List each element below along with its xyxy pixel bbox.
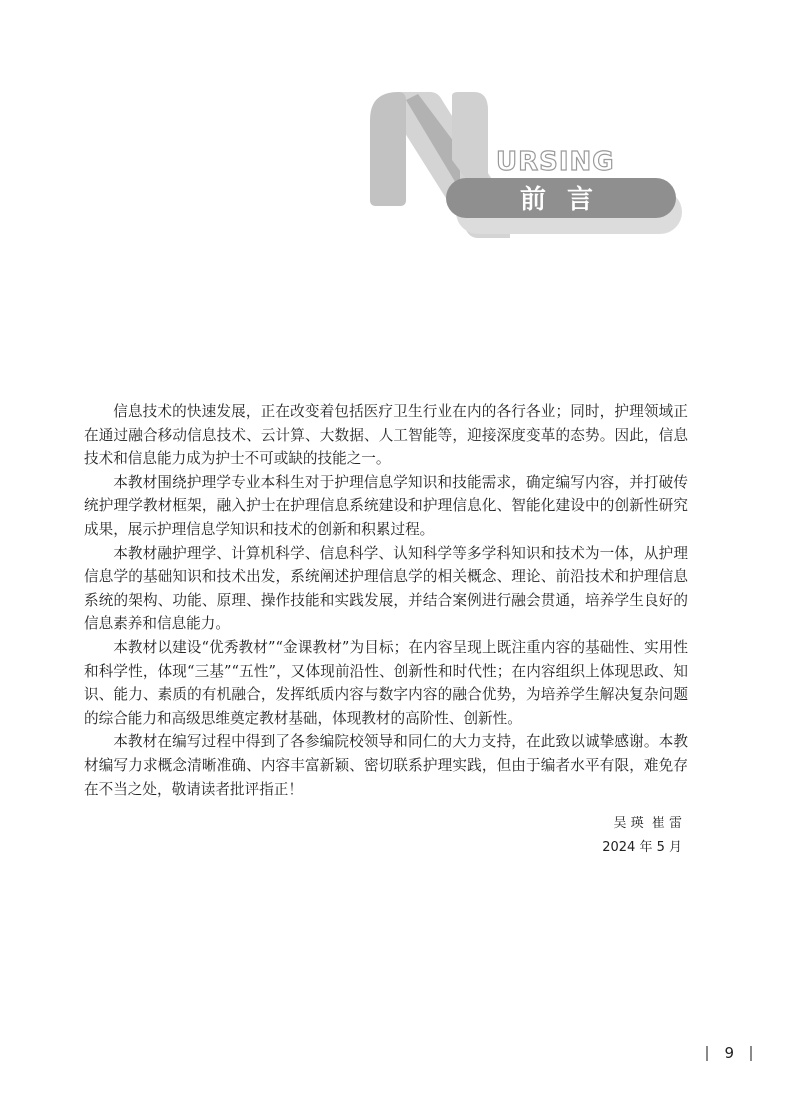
paragraph: 本教材以建设“优秀教材”“金课教材”为目标；在内容呈现上既注重内容的基础性、实用性和科学性，体现“三基”“五性”，又体现前沿性、创新性和时代性；在内容组织上体现思政、知识、能力、素质的有机融合，发挥纸质内容与数字内容的融合优势，为培养学生解决复杂问题的综合能力和高级思维奠定教材基础，体现教材的高阶性、创新性。	[84, 638, 688, 727]
nursing-logo	[360, 90, 690, 240]
preface-body	[84, 400, 688, 801]
page-title: 前 言	[520, 185, 600, 215]
signature-date: 2024 年 5 月	[602, 840, 682, 855]
paragraph: 本教材围绕护理学专业本科生对于护理信息学知识和技能需求，确定编写内容，并打破传统护理学教材框架，融入护士在护理信息系统建设和护理信息化、智能化建设中的创新性研究成果，展示护理信息学知识和技术的创新和积累过程。	[84, 473, 688, 538]
signature-block	[602, 813, 682, 861]
logo-n-stem-left	[370, 92, 406, 206]
logo-word: URSING	[496, 147, 615, 177]
footer-divider-right	[750, 1046, 752, 1061]
page-number: 9	[724, 1044, 734, 1062]
paragraph: 信息技术的快速发展，正在改变着包括医疗卫生行业在内的各行各业；同时，护理领域正在通过融合移动信息技术、云计算、大数据、人工智能等，迎接深度变革的态势。因此，信息技术和信息能力成为护士不可或缺的技能之一。	[84, 403, 688, 468]
paragraph: 本教材融护理学、计算机科学、信息科学、认知科学等多学科知识和技术为一体，从护理信息学的基础知识和技术出发，系统阐述护理信息学的相关概念、理论、前沿技术和护理信息系统的架构、功能、原理、操作技能和实践发展，并结合案例进行融会贯通，培养学生良好的信息素养和信息能力。	[84, 544, 688, 633]
footer-divider-left	[706, 1046, 708, 1061]
author-names: 吴 瑛 崔 雷	[613, 816, 682, 831]
page-footer	[706, 1044, 752, 1062]
paragraph: 本教材在编写过程中得到了各参编院校领导和同仁的大力支持，在此致以诚挚感谢。本教材编写力求概念清晰准确、内容丰富新颖、密切联系护理实践，但由于编者水平有限，难免存在不当之处，敬请读者批评指正！	[84, 733, 688, 798]
